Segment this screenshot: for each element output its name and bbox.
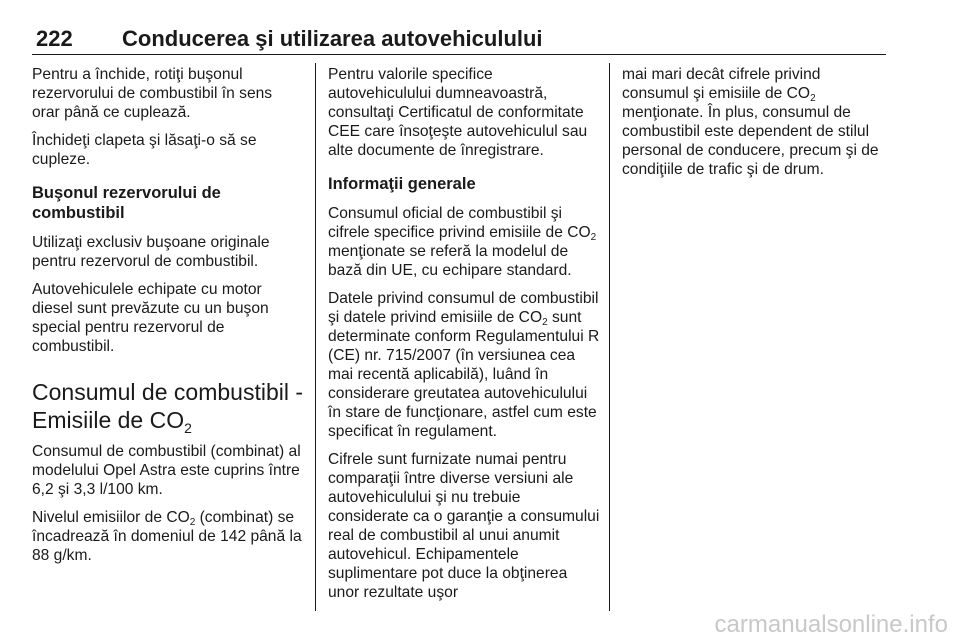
paragraph: Pentru a închide, rotiţi buşonul rezervorului de combustibil în sens orar până ce cuplează. [32, 66, 273, 121]
section-heading-fuel-cap: Buşonul rezervorului de combustibil [32, 184, 221, 222]
text: mai mari decât cifrele privind consumul şi emisiile de CO [622, 66, 821, 102]
paragraph: Autovehiculele echipate cu motor diesel sunt prevăzute cu un buşon special pentru rezervorul de combustibil. [32, 281, 269, 355]
column-1 [32, 65, 304, 574]
column-2 [328, 65, 600, 611]
page-header [32, 24, 886, 55]
paragraph: Pentru valorile specifice autovehiculului dumneavoastră, consultaţi Certificatul de conformitate CEE care însoţeşte autovehiculul sau alte documente de înregistrare. [328, 66, 588, 159]
text: (combinat) se încadrează în domeniul de 142 până la 88 g/km. [32, 509, 302, 564]
paragraph: Cifrele sunt furnizate numai pentru comparaţii între diverse versiuni ale autovehiculului şi nu trebuie considerate ca o garanţie a consumului real de combustibil al unui anumit autovehicul. Echipamentele suplimentare pot duce la obţinerea unor rezultate uşor [328, 451, 600, 601]
paragraph: Utilizaţi exclusiv buşoane originale pentru rezervorul de combustibil. [32, 234, 270, 270]
paragraph: Consumul de combustibil (combinat) al modelului Opel Astra este cuprins între 6,2 şi 3,3 l/100 km. [32, 443, 301, 498]
text: Datele privind consumul de combustibil şi datele privind emisiile de CO [328, 290, 599, 326]
paragraph [328, 204, 600, 280]
subscript: 2 [189, 517, 196, 528]
column-3 [622, 65, 888, 188]
text: Nivelul emisiilor de CO [32, 509, 190, 526]
subscript: 2 [810, 93, 816, 104]
page-title: Conducerea şi utilizarea autovehiculului [122, 26, 543, 51]
column-divider [609, 63, 610, 611]
paragraph [622, 65, 888, 179]
main-heading-fuel-consumption [32, 378, 304, 434]
text: menţionate. În plus, consumul de combustibil este dependent de stilul personal de conducere, precum şi de condiţiile de trafic şi de drum. [622, 104, 879, 178]
paragraph [328, 289, 600, 441]
text: menţionate se referă la modelul de bază din UE, cu echipare standard. [328, 243, 572, 279]
section-heading-general-info: Informaţii generale [328, 175, 476, 193]
heading-text: Consumul de combustibil - Emisiile de CO [32, 379, 304, 433]
subscript: 2 [184, 420, 192, 436]
paragraph: Închideţi clapeta şi lăsaţi-o să se cupleze. [32, 132, 257, 168]
page-number: 222 [36, 26, 73, 51]
subscript: 2 [590, 232, 597, 243]
text: sunt determinate conform Regulamentului R (CE) nr. 715/2007 (în versiunea cea mai recentă aplicabilă), luând în considerare greutatea autovehiculului în stare de funcţionare, astfel cum este specificat în regulament. [328, 309, 600, 440]
text: Consumul oficial de combustibil şi cifrele specifice privind emisiile de CO [328, 205, 591, 241]
subscript: 2 [542, 317, 548, 328]
paragraph [32, 508, 304, 565]
column-divider [315, 63, 316, 611]
watermark: carmanualsonline.info [714, 611, 948, 638]
